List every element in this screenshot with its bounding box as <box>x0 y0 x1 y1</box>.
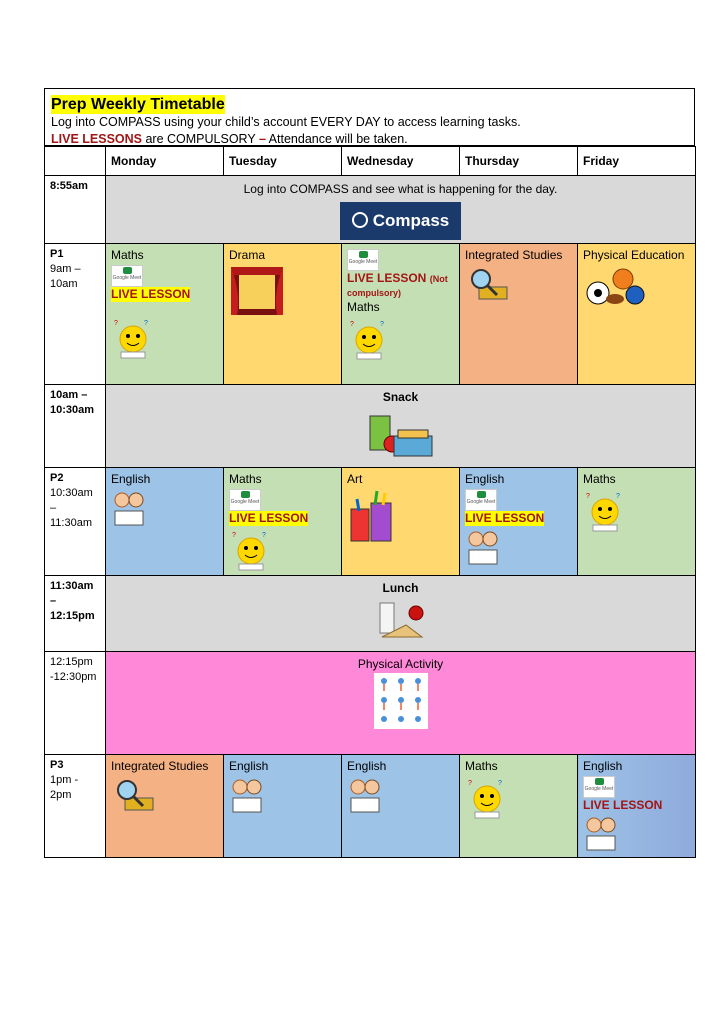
svg-text:?: ? <box>232 532 236 539</box>
pa-time: 12:15pm -12:30pm <box>50 656 97 683</box>
drama-stage-icon <box>229 265 285 317</box>
snack-cell <box>106 385 696 468</box>
compass-text: Log into COMPASS and see what is happening for the day. <box>243 182 558 196</box>
lunch-time: 11:30am – 12:15pm <box>50 580 95 622</box>
compass-cell <box>106 176 696 244</box>
p2-tue-subject: Maths <box>229 472 262 486</box>
p3-thu-subject: Maths <box>465 759 498 773</box>
google-meet-icon: Google Meet <box>583 776 615 798</box>
smiley-maths-icon <box>229 528 273 572</box>
row-p3 <box>45 755 696 858</box>
p2-thu-subject: English <box>465 472 505 486</box>
day-thursday: Thursday <box>460 147 578 176</box>
svg-text:?: ? <box>498 780 502 787</box>
lunch-label: Lunch <box>382 581 419 595</box>
compass-logo-text: Compass <box>372 211 450 230</box>
svg-text:?: ? <box>586 493 590 500</box>
p2-friday <box>578 468 696 576</box>
timetable-grid <box>44 146 696 858</box>
compass-clock-icon <box>352 212 368 228</box>
time-855 <box>45 176 106 244</box>
instruction-line-1: Log into COMPASS using your child’s account EVERY DAY to access learning tasks. <box>51 115 521 129</box>
time-855-text: 8:55am <box>50 180 88 192</box>
compass-logo <box>340 202 461 240</box>
pa-label: Physical Activity <box>357 657 444 671</box>
google-meet-icon: Google Meet <box>347 249 379 271</box>
timetable-sheet <box>44 88 695 858</box>
p1-wed-subject: Maths <box>347 300 380 314</box>
p2-time: 10:30am – 11:30am <box>50 487 93 529</box>
row-physical-activity <box>45 652 696 755</box>
p3-friday <box>578 755 696 858</box>
p2-mon-subject: English <box>111 472 151 486</box>
live-lesson-badge: LIVE LESSON <box>229 511 309 525</box>
compulsory-text: are COMPULSORY <box>142 132 259 146</box>
p3-fri-subject: English <box>583 759 623 773</box>
art-supplies-icon <box>347 489 399 545</box>
smiley-maths-icon <box>465 776 509 820</box>
svg-text:?: ? <box>144 320 148 327</box>
not-compulsory-note: (Not compulsory) <box>347 274 448 298</box>
svg-text:?: ? <box>616 493 620 500</box>
p2-monday <box>106 468 224 576</box>
p2-label: P2 <box>50 472 64 484</box>
time-pa <box>45 652 106 755</box>
day-header-row <box>45 147 696 176</box>
children-reading-icon <box>111 489 147 529</box>
page-title: Prep Weekly Timetable <box>51 96 225 113</box>
exercise-figures-icon <box>374 673 428 729</box>
row-snack <box>45 385 696 468</box>
time-snack <box>45 385 106 468</box>
children-reading-icon <box>347 776 383 816</box>
corner-cell <box>45 147 106 176</box>
snack-label: Snack <box>382 390 419 404</box>
day-wednesday: Wednesday <box>342 147 460 176</box>
p2-tuesday <box>224 468 342 576</box>
p2-wednesday <box>342 468 460 576</box>
children-reading-icon <box>229 776 265 816</box>
children-reading-icon <box>583 814 619 854</box>
p3-tuesday <box>224 755 342 858</box>
time-lunch <box>45 576 106 652</box>
svg-text:?: ? <box>114 320 118 327</box>
time-p2 <box>45 468 106 576</box>
physical-activity-cell <box>106 652 696 755</box>
google-meet-icon: Google Meet <box>465 489 497 511</box>
header <box>44 88 695 146</box>
p1-label: P1 <box>50 248 64 260</box>
p2-thursday <box>460 468 578 576</box>
p3-thursday <box>460 755 578 858</box>
google-meet-icon: Google Meet <box>229 489 261 511</box>
p1-thu-subject: Integrated Studies <box>465 248 563 262</box>
live-lesson-badge: LIVE LESSON <box>465 511 545 525</box>
p3-wed-subject: English <box>347 759 387 773</box>
live-lessons-text: LIVE LESSONS <box>51 132 142 146</box>
p3-label: P3 <box>50 759 64 771</box>
smiley-maths-icon <box>583 489 627 533</box>
day-tuesday: Tuesday <box>224 147 342 176</box>
p1-friday <box>578 244 696 385</box>
svg-text:?: ? <box>262 532 266 539</box>
p1-tuesday <box>224 244 342 385</box>
lunch-cell <box>106 576 696 652</box>
row-lunch <box>45 576 696 652</box>
lunchbox-icon <box>366 406 436 462</box>
time-p1 <box>45 244 106 385</box>
day-friday: Friday <box>578 147 696 176</box>
snack-time: 10am – 10:30am <box>50 389 95 416</box>
p1-monday <box>106 244 224 385</box>
p1-time: 9am – 10am <box>50 263 81 290</box>
p1-mon-subject: Maths <box>111 248 144 262</box>
p3-time: 1pm - 2pm <box>50 774 79 801</box>
sports-balls-icon <box>583 265 649 307</box>
smiley-maths-icon <box>347 317 391 361</box>
row-p1 <box>45 244 696 385</box>
day-monday: Monday <box>106 147 224 176</box>
svg-text:?: ? <box>468 780 472 787</box>
live-lesson-text: LIVE LESSON <box>583 798 663 812</box>
attendance-text: Attendance will be taken. <box>265 132 408 146</box>
p3-tue-subject: English <box>229 759 269 773</box>
row-855 <box>45 176 696 244</box>
p1-tue-subject: Drama <box>229 248 266 262</box>
p3-wednesday <box>342 755 460 858</box>
p2-wed-subject: Art <box>347 472 363 486</box>
magnifying-glass-books-icon <box>111 776 157 816</box>
p2-fri-subject: Maths <box>583 472 616 486</box>
p1-thursday <box>460 244 578 385</box>
children-reading-icon <box>465 528 501 568</box>
live-lesson-text: LIVE LESSON <box>347 271 427 285</box>
dash-text: – <box>258 132 266 146</box>
time-p3 <box>45 755 106 858</box>
smiley-maths-icon <box>111 316 155 360</box>
p3-mon-subject: Integrated Studies <box>111 759 209 773</box>
p1-wednesday <box>342 244 460 385</box>
google-meet-icon: Google Meet <box>111 265 143 287</box>
p3-monday <box>106 755 224 858</box>
p1-fri-subject: Physical Education <box>583 248 685 262</box>
live-lesson-badge: LIVE LESSON <box>111 287 191 301</box>
magnifying-glass-books-icon <box>465 265 511 305</box>
sandwich-milk-icon <box>376 597 426 645</box>
svg-text:?: ? <box>380 321 384 328</box>
row-p2 <box>45 468 696 576</box>
svg-text:?: ? <box>350 321 354 328</box>
